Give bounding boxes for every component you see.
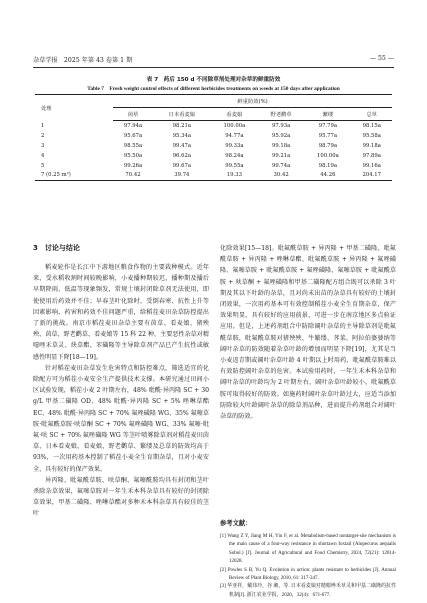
row-label: 4 xyxy=(41,152,45,159)
row-label: 1 xyxy=(41,122,45,129)
table-row xyxy=(35,170,392,180)
table-row xyxy=(35,131,392,141)
table-cell: 95.58a xyxy=(362,132,381,139)
column-header: 看麦娘 xyxy=(211,108,258,121)
table-row xyxy=(35,161,392,171)
page-number: — 55 — xyxy=(369,55,394,62)
table-cell: 95.92a xyxy=(271,132,291,139)
right-column-text xyxy=(220,243,396,422)
left-column-text xyxy=(33,262,209,520)
row-label: 3 xyxy=(41,142,45,149)
table-cell: 204.17 xyxy=(352,170,392,180)
table-cell: 99.18a xyxy=(271,142,291,149)
reference-item: [3] 华亚祥，戴玮玲，谷 湘，等. 日本看麦娘对精噁唑禾草灵和甲基二磺隆的抗性机制[J]. 浙江农业学报，2020，32(4)：671-677. xyxy=(220,584,396,598)
row-label: 7 (0.25 m²) xyxy=(35,170,113,180)
table-cell: 95.34a xyxy=(172,132,192,139)
table-cell: 70.42 xyxy=(113,170,153,180)
table-cell: 19.33 xyxy=(211,170,258,180)
table-cell: 95.50a xyxy=(123,152,143,159)
body-paragraph: 针对稻茬麦田杂草发生危害特点和防控难点，筛选适宜的化除配方可为稻茬小麦安全生产提供技术支撑。本研究通过田间小区试验发现，稻茬小麦 2 叶期左右，48% 吡酰·异丙隆 SC + 30 g/L 甲基二磺隆 OD、48% 吡酰·异丙隆 SC + 5% 唑啉草酯 EC、48% 吡酰·异丙隆 SC + 70% 氟唑磺隆 WG、35% 氟噻草胺·吡氟酰草胺·呋草酮 SC + 70% 氟唑磺隆 WG、33% 氟噻·吡氟·呋 SC + 70% 氟唑磺隆 WG 等茎叶喷雾除草剂对稻茬麦田茵草、日本看麦娘、看麦娘、野老鹳草、繁缕及总草的防效均高于 93%，一次用药基本控制了稻茬小麦全生育期杂草，且对小麦安全，具有较好的保产效果。 xyxy=(33,364,209,473)
reference-item: [1] Wang Z Y, Jiang M H, Yin F, et al. Metabolism-based nontarget-site mechanism is the main cause of a four-way resistance in shortawn foxtail (Alopecurus aequalis Sobol.) [J]. Journal of Agricultural and Food Chemistry, 2024, 72(21): 12014-12028. xyxy=(220,534,396,565)
table-cell: 98.55a xyxy=(123,142,143,149)
table-cell: 99.16a xyxy=(362,162,381,169)
table-cell: 98.21a xyxy=(172,122,192,129)
row-label: 5 xyxy=(41,162,45,169)
table-row xyxy=(35,121,392,131)
table-caption-en: Table 7 Fresh weight control effects of different herbicides treatments on weeds at 150 days after application xyxy=(87,86,340,92)
treatment-header: 处理 xyxy=(35,95,113,121)
references-heading: 参考文献： xyxy=(220,520,252,527)
table-cell: 99.67a xyxy=(172,162,192,169)
table-row xyxy=(35,151,392,161)
table-cell: 97.93a xyxy=(271,122,291,129)
table-cell: 99.18a xyxy=(362,142,381,149)
table-cell: 98.15a xyxy=(362,122,381,129)
column-header: 总草 xyxy=(352,108,392,121)
table-cell: 98.24a xyxy=(225,152,244,159)
table-cell: 39.74 xyxy=(153,170,211,180)
table-cell: 96.62a xyxy=(172,152,192,159)
table-cell: 97.94a xyxy=(123,122,143,129)
table-cell: 99.55a xyxy=(225,162,244,169)
table-cell: 94.77a xyxy=(225,132,244,139)
column-header: 野老鹳草 xyxy=(258,108,304,121)
table-cell: 30.42 xyxy=(258,170,304,180)
table-cell: 100.00a xyxy=(223,122,246,129)
section-heading: 3 讨论与结论 xyxy=(33,244,80,252)
table-cell: 99.33a xyxy=(225,142,244,149)
table-cell: 99.74a xyxy=(271,162,291,169)
row-label: 2 xyxy=(41,132,45,139)
column-header: 茵草 xyxy=(113,108,153,121)
body-paragraph: 稻麦轮作是长江中下游地区粮食作物的主要栽种模式。近年来，受水稻收割时间较晚影响，小麦播种期较迟，播种期及播后早期降雨、低温等现象频发，常规土壤封闭除草剂无法使用，即使使用后药效并不佳；早春茎叶化除时，受倒春寒、抗性上升等因素影响，药害和药效不佳问题严重，给稻茬麦田杂草防控提出了新的挑战。南京市稻茬麦田杂草主要有茵草、看麦娘、猪殃殃、茵草、野老鹳草、看麦娘等 15 科 22 种，主要恶性杂草对精噁唑禾草灵、炔草酯、苯磺隆等主导除草剂产品已产生抗性或敏感性明显下降[18—19]。 xyxy=(33,264,209,361)
table-cell: 95.77a xyxy=(318,132,338,139)
header-rule xyxy=(33,67,394,68)
reference-item: [2] Powles S B, Yu Q. Evolution in action: plants resistant to herbicides [J]. Annual Review of Plant Biology, 2010, 61: 317-347. xyxy=(220,567,396,582)
table-cell: 98.19a xyxy=(318,162,338,169)
references-list xyxy=(220,533,396,600)
column-header: 日本看麦娘 xyxy=(153,108,211,121)
body-paragraph: 化除效果[15—18]。吡氟酰草胺 + 异丙隆 + 甲基二磺隆、吡氟酰草胺 + 异丙隆 + 唑啉草酯、吡氟酰草胺 + 异丙隆 + 氟唑磺隆、氟噻草胺 + 吡氟酰草胺 + 氟唑磺隆、氟噻草胺 + 吡氟酰草胺 + 呋草酮 + 氟唑磺隆和甲基二磺隆配方组合既可以杀除 3 叶期及其以下叶龄的杂草，且对尚未出苗的杂草具有较好的土壤封闭效果，一次用药基本可有效控制稻茬小麦全生育期杂草，保产效果明显，具有较好的应用前景，可进一步在南京地区多点验证应用。但是，上述药剂组合中防除阔叶杂草的主导除草剂是吡氟酰草胺，吡氟酰草胺对猪殃殃、牛繁缕、荠菜、阿拉伯婆婆纳等阔叶杂草的防效随着杂草叶龄的增加而明显下降[19]，尤其是当小麦返青期或阔叶杂草叶龄 4 叶期以上时用药，吡氟酰草胺难以有效防控阔叶杂草的危害。本试验用药时，一年生禾本科杂草和阔叶杂草的叶龄均为 2 叶期左右，阔叶杂草叶龄较小，吡氟酰草胺可取得较好的防效。如施药时阔叶杂草叶龄过大，应适当添加防除较大叶龄阔叶杂草的除草剂品种，进而提升药剂组合对阔叶杂草的防效。 xyxy=(220,245,396,421)
table-cell: 99.26a xyxy=(123,162,143,169)
table-cell: 99.47a xyxy=(172,142,192,149)
table-cell: 97.79a xyxy=(318,122,338,129)
table-cell: 100.00a xyxy=(317,152,339,159)
table-cell: 95.67a xyxy=(123,132,143,139)
journal-issue: 杂草学报 2025 年第 43 卷第 1 期 xyxy=(33,57,133,64)
group-header: 鲜重防效(%) xyxy=(113,95,392,108)
table-caption-cn: 表 7 药后 150 d 不同除草剂处理对杂草的鲜重防效 xyxy=(146,77,281,83)
table-cell: 97.89a xyxy=(362,152,381,159)
table-row xyxy=(35,141,392,151)
body-paragraph: 异丙隆、吡氟酰草胺、呋草酮、氟噻酰胺均具有封闭和茎叶杀除杂草效果，氟噻草胺对一年生禾本科杂草具有较好的封闭除草效果，甲基二磺隆、唑啉草酯对多种禾本科杂草具有较佳的茎叶 xyxy=(33,476,209,518)
table-cell: 98.79a xyxy=(318,142,338,149)
running-header xyxy=(33,55,394,65)
column-header: 繁缕 xyxy=(304,108,351,121)
table-cell: 99.21a xyxy=(271,152,291,159)
table-cell: 44.26 xyxy=(304,170,351,180)
fresh-weight-control-table xyxy=(35,94,392,181)
